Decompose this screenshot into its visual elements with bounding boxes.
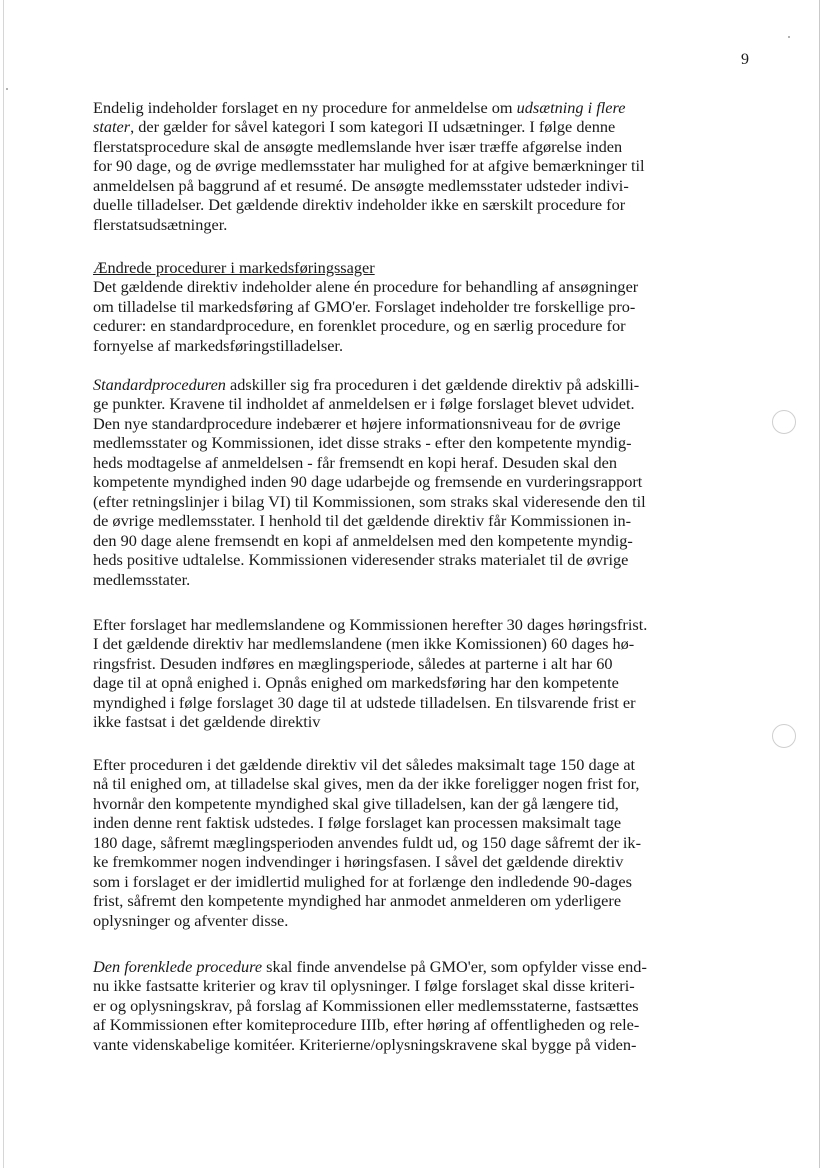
text-segment: nu ikke fastsatte kriterier og krav til oplysninger. I følge forslaget skal disse kriteri- [93,976,635,996]
scan-edge-right [819,0,820,1168]
text-line [93,117,743,136]
text-line [93,891,743,910]
text-line [93,156,743,175]
paragraph-changed-procedures [93,258,743,355]
text-line [93,615,743,634]
text-segment: ringsfrist. Desuden indføres en mæglingsperiode, således at parterne i alt har 60 [93,653,613,673]
text-segment: ke fremkommer nogen indvendinger i høringsfasen. I såvel det gældende direktiv [93,852,624,872]
text-segment: som i forslaget er der imidlertid mulighed for at forlænge den indledende 90-dages [93,871,632,891]
text-segment: Den nye standardprocedure indebærer et højere informationsniveau for de øvrige [93,413,621,433]
text-segment: heds modtagelse af anmeldelsen - får fremsendt en kopi heraf. Desuden skal den [93,452,617,472]
text-line [93,1035,743,1054]
text-line [93,570,743,589]
text-segment: for 90 dage, og de øvrige medlemsstater har mulighed for at afgive bemærkninger til [93,156,645,176]
paragraph-hearing-deadline [93,615,743,732]
text-line [93,316,743,335]
text-segment: Efter forslaget har medlemslandene og Kommissionen herefter 30 dages høringsfrist. [93,615,648,634]
text-line [93,492,743,511]
text-segment: ikke fastsat i det gældende direktiv [93,712,321,732]
text-line [93,911,743,930]
text-segment: medlemsstater og Kommissionen, idet disse straks - efter den kompetente myndig- [93,433,632,453]
scan-mark [6,88,8,90]
text-line [93,1015,743,1034]
text-line [93,394,743,413]
text-line [93,375,743,394]
text-segment: skal finde anvendelse på GMO'er, som opfylder visse end- [262,957,647,976]
text-segment: hvornår den kompetente myndighed skal give tilladelsen, kan der gå længere tid, [93,793,619,813]
text-segment: myndighed i følge forslaget 30 dage til at udstede tilladelsen. En tilsvarende frist er [93,692,636,712]
text-line [93,258,743,277]
text-segment: Det gældende direktiv indeholder alene én procedure for behandling af ansøgninger [93,277,639,297]
text-segment: flerstatsprocedure skal de ansøgte medlemslande hver især træffe afgørelse inden [93,136,623,156]
text-line [93,693,743,712]
italic-term: stater [93,117,131,137]
text-line [93,673,743,692]
text-segment: (efter retningslinjer i bilag VI) til Kommissionen, som straks skal videresende den til [93,491,646,511]
text-line [93,215,743,234]
punch-hole [772,410,796,434]
punch-hole [772,724,796,748]
text-segment: de øvrige medlemsstater. I henhold til det gældende direktiv får Kommissionen in- [93,511,632,531]
text-line [93,654,743,673]
scan-edge-left [3,0,4,1168]
text-line [93,852,743,871]
text-line [93,137,743,156]
text-line [93,433,743,452]
text-line [93,511,743,530]
scan-mark [788,36,790,38]
text-line [93,176,743,195]
text-line [93,712,743,731]
italic-term: Standardproceduren [93,375,226,394]
text-segment: den 90 dage alene fremsendt en kopi af anmeldelsen med den kompetente myndig- [93,530,633,550]
text-segment: frist, såfremt den kompetente myndighed har anmodet anmelderen om yderligere [93,891,622,911]
text-line [93,472,743,491]
text-segment: vante videnskabelige komitéer. Kriterierne/oplysningskravene skal bygge på viden- [93,1034,637,1054]
text-segment: duelle tilladelser. Det gældende direktiv indeholder ikke en særskilt procedure for [93,195,626,215]
text-line [93,414,743,433]
text-line [93,996,743,1015]
text-line [93,550,743,569]
italic-term: Den forenklede procedure [93,957,263,976]
text-segment: Endelig indeholder forslaget en ny procedure for anmeldelse om [93,98,517,117]
paragraph-max-duration [93,755,743,930]
text-line [93,297,743,316]
text-line [93,195,743,214]
text-line [93,336,743,355]
paragraph-standard-procedure [93,375,743,589]
text-segment: kompetente myndighed inden 90 dage udarbejde og fremsende en vurderingsrapport [93,472,643,492]
text-line [93,794,743,813]
page-number: 9 [741,51,749,68]
text-line [93,833,743,852]
text-segment: heds positive udtalelse. Kommissionen videresender straks materialet til de øvrige [93,550,629,570]
text-line [93,774,743,793]
italic-term: udsætning i flere [516,98,626,117]
text-line [93,98,743,117]
text-segment: af Kommissionen efter komiteprocedure IIIb, efter høring af offentligheden og rele- [93,1015,640,1035]
text-segment: I det gældende direktiv har medlemslandene (men ikke Komissionen) 60 dages hø- [93,634,635,654]
paragraph-multistate-procedure [93,98,743,234]
text-line [93,453,743,472]
text-segment: adskiller sig fra proceduren i det gældende direktiv på adskilli- [225,375,640,394]
section-heading: Ændrede procedurer i markedsføringssager [93,258,375,277]
text-segment: dage til at opnå enighed i. Opnås enighed om markedsføring har den kompetente [93,673,619,693]
text-segment: anmeldelsen på baggrund af et resumé. De ansøgte medlemsstater udsteder indivi- [93,175,629,195]
text-segment: , der gælder for såvel kategori I som kategori II udsætninger. I følge denne [130,117,616,137]
text-line [93,976,743,995]
text-segment: Efter proceduren i det gældende direktiv vil det således maksimalt tage 150 dage at [93,755,636,774]
text-segment: om tilladelse til markedsføring af GMO'er. Forslaget indeholder tre forskellige pro- [93,296,636,316]
text-segment: 180 dage, såfremt mæglingsperioden anvendes fuldt ud, og 150 dage såfremt der ik- [93,832,641,852]
text-segment: medlemsstater. [93,569,191,589]
text-line [93,872,743,891]
text-segment: er og oplysningskrav, på forslag af Kommissionen eller medlemsstaterne, fastsættes [93,995,639,1015]
text-segment: inden denne rent faktisk udstedes. I følge forslaget kan processen maksimalt tage [93,813,622,833]
text-line [93,531,743,550]
text-line [93,277,743,296]
text-segment: fornyelse af markedsføringstilladelser. [93,335,344,355]
text-line [93,813,743,832]
text-line [93,634,743,653]
text-segment: ge punkter. Kravene til indholdet af anmeldelsen er i følge forslaget blevet udvidet. [93,394,635,414]
text-segment: cedurer: en standardprocedure, en forenklet procedure, og en særlig procedure for [93,316,626,336]
paragraph-simplified-procedure [93,957,743,1054]
text-segment: flerstatsudsætninger. [93,214,228,234]
text-line [93,755,743,774]
text-segment: nå til enighed om, at tilladelse skal gives, men da der ikke foreligger nogen frist for, [93,774,640,794]
text-line [93,957,743,976]
text-segment: oplysninger og afventer disse. [93,910,289,930]
